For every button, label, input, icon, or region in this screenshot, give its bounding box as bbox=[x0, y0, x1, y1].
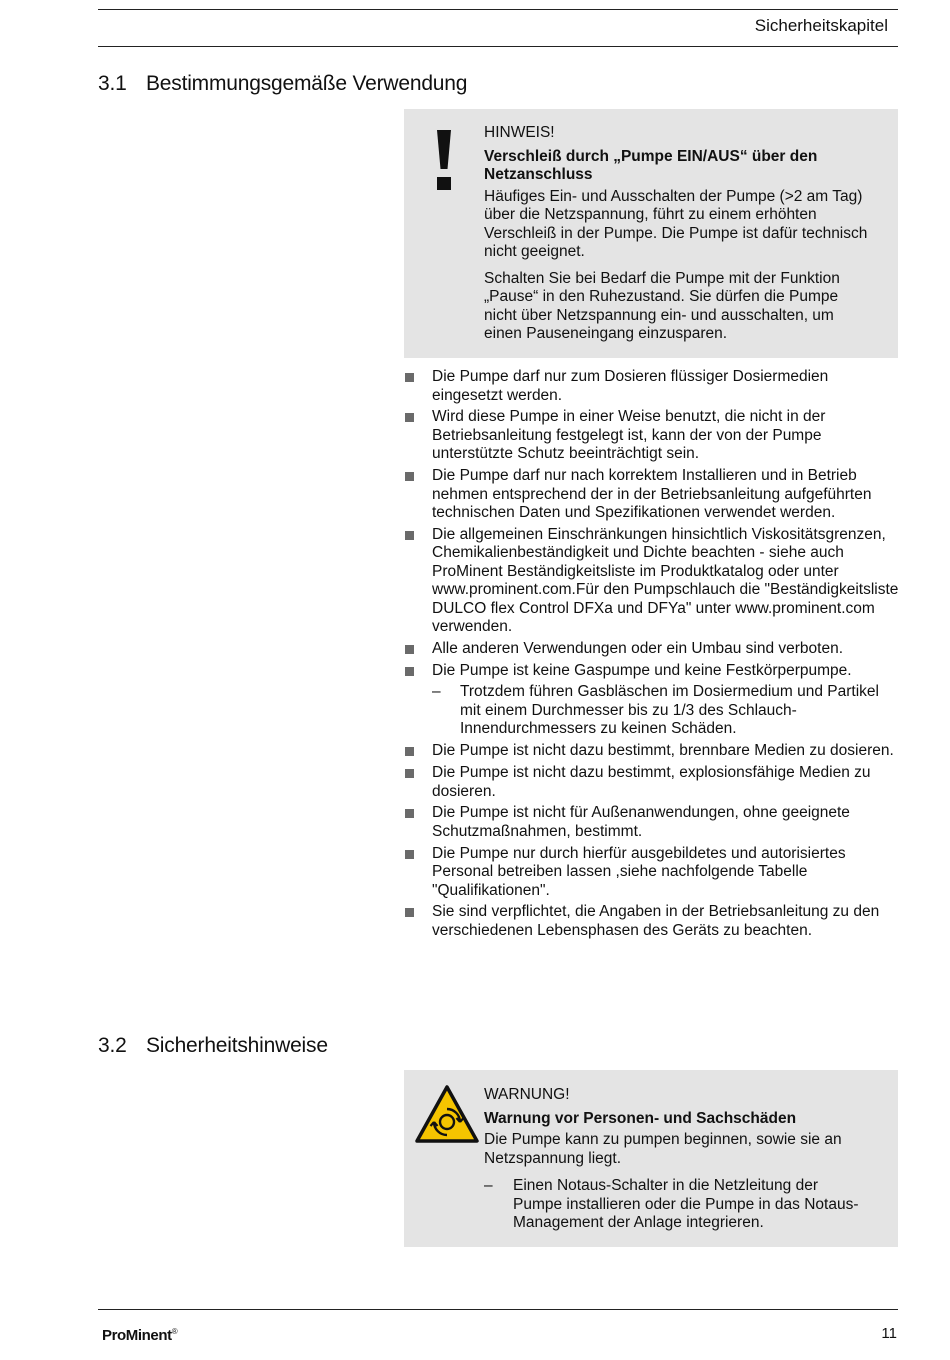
list-item: Alle anderen Verwendungen oder ein Umbau sind verboten. bbox=[404, 640, 900, 659]
section-heading-3-2 bbox=[98, 1034, 328, 1058]
dash-marker: – bbox=[484, 1177, 493, 1194]
square-bullet-icon bbox=[405, 645, 414, 654]
list-item: Sie sind verpflichtet, die Angaben in der Betriebsanleitung zu den verschiedenen Lebensphasen des Geräts zu beachten. bbox=[404, 903, 900, 940]
automatic-start-warning-icon bbox=[414, 1084, 480, 1144]
top-rule bbox=[98, 9, 898, 10]
section-title: Bestimmungsgemäße Verwendung bbox=[146, 72, 468, 95]
section-heading-3-1 bbox=[98, 72, 467, 96]
list-item: Die Pumpe ist keine Gaspumpe und keine Festkörperpumpe. – Trotzdem führen Gasbläschen im Dosiermedium und Partikel mit einem Durchmesser bis zu 1/3 des Schlauch-Innendurchmessers zu keinen Schäden. bbox=[404, 662, 900, 739]
square-bullet-icon bbox=[405, 908, 414, 917]
section-number: 3.2 bbox=[98, 1034, 127, 1057]
square-bullet-icon bbox=[405, 667, 414, 676]
section-number: 3.1 bbox=[98, 72, 127, 95]
sub-list-item: – Trotzdem führen Gasbläschen im Dosiermedium und Partikel mit einem Durchmesser bis zu 1/3 des Schlauch-Innendurchmessers zu keinen Schäden. bbox=[432, 683, 879, 738]
list-item: Die allgemeinen Einschränkungen hinsichtlich Viskositätsgrenzen, Chemikalienbeständigkeit und Dichte beachten - siehe auch ProMinent Beständigkeitsliste im Produktkatalog oder unter www.prominent.com.Für den Pumpschlauch die "Beständigkeitsliste DULCO flex Control DFXa und DFYa" unter www.prominent.com verwenden. bbox=[404, 526, 900, 637]
square-bullet-icon bbox=[405, 769, 414, 778]
list-item: Die Pumpe nur durch hierfür ausgebildetes und autorisiertes Personal betreiben lassen ,siehe nachfolgende Tabelle "Qualifikationen". bbox=[404, 845, 900, 901]
dash-marker: – bbox=[432, 683, 441, 701]
header-rule bbox=[98, 46, 898, 47]
running-header: Sicherheitskapitel bbox=[754, 16, 888, 35]
square-bullet-icon bbox=[405, 747, 414, 756]
list-item: Die Pumpe darf nur nach korrektem Installieren und in Betrieb nehmen entsprechend der in der Betriebsanleitung aufgeführten technischen Daten und Spezifikationen verwendet werden. bbox=[404, 467, 900, 523]
square-bullet-icon bbox=[405, 531, 414, 540]
section-title: Sicherheitshinweise bbox=[146, 1034, 328, 1057]
notice-keyword: HINWEIS! bbox=[484, 124, 555, 141]
notice-heading: Warnung vor Personen- und Sachschäden bbox=[484, 1109, 797, 1127]
square-bullet-icon bbox=[405, 373, 414, 382]
notice-box-warnung bbox=[404, 1070, 898, 1247]
list-item: Die Pumpe ist nicht dazu bestimmt, explosionsfähige Medien zu dosieren. bbox=[404, 764, 900, 801]
page-number: 11 bbox=[881, 1325, 897, 1342]
notice-heading: Verschleiß durch „Pumpe EIN/AUS“ über den Netzanschluss bbox=[484, 147, 818, 183]
square-bullet-icon bbox=[405, 850, 414, 859]
footer-rule bbox=[98, 1309, 898, 1310]
notice-keyword: WARNUNG! bbox=[484, 1086, 570, 1103]
square-bullet-icon bbox=[405, 413, 414, 422]
list-item: Die Pumpe ist nicht dazu bestimmt, brennbare Medien zu dosieren. bbox=[404, 742, 900, 761]
square-bullet-icon bbox=[405, 809, 414, 818]
notice-action-item bbox=[484, 1177, 868, 1233]
notice-paragraph: Häufiges Ein- und Ausschalten der Pumpe (>2 am Tag) über die Netzspannung, führt zu einem erhöhten Verschleiß in der Pumpe. Die Pumpe ist dafür technisch nicht geeignet. bbox=[484, 187, 868, 260]
square-bullet-icon bbox=[405, 472, 414, 481]
usage-bullet-list bbox=[404, 368, 900, 944]
exclamation-icon bbox=[424, 127, 464, 197]
notice-box-hinweis bbox=[404, 109, 898, 358]
list-item: Die Pumpe darf nur zum Dosieren flüssiger Dosiermedien eingesetzt werden. bbox=[404, 368, 900, 405]
list-item: Wird diese Pumpe in einer Weise benutzt, die nicht in der Betriebsanleitung festgelegt ist, kann der von der Pumpe unterstützte Schutz beeinträchtigt sein. bbox=[404, 408, 900, 464]
prominent-logo: ProMinent® bbox=[102, 1327, 178, 1344]
list-item: Die Pumpe ist nicht für Außenanwendungen, ohne geeignete Schutzmaßnahmen, bestimmt. bbox=[404, 804, 900, 841]
notice-action-text: Einen Notaus-Schalter in die Netzleitung der Pumpe installieren oder die Pumpe in das Notaus-Management der Anlage integrieren. bbox=[513, 1177, 859, 1231]
notice-paragraph: Schalten Sie bei Bedarf die Pumpe mit der Funktion „Pause“ in den Ruhezustand. Sie dürfen die Pumpe nicht über Netzspannung ein- und ausschalten, um einen Pauseneingang einzusparen. bbox=[484, 269, 840, 342]
notice-paragraph: Die Pumpe kann zu pumpen beginnen, sowie sie an Netzspannung liegt. bbox=[484, 1131, 842, 1167]
